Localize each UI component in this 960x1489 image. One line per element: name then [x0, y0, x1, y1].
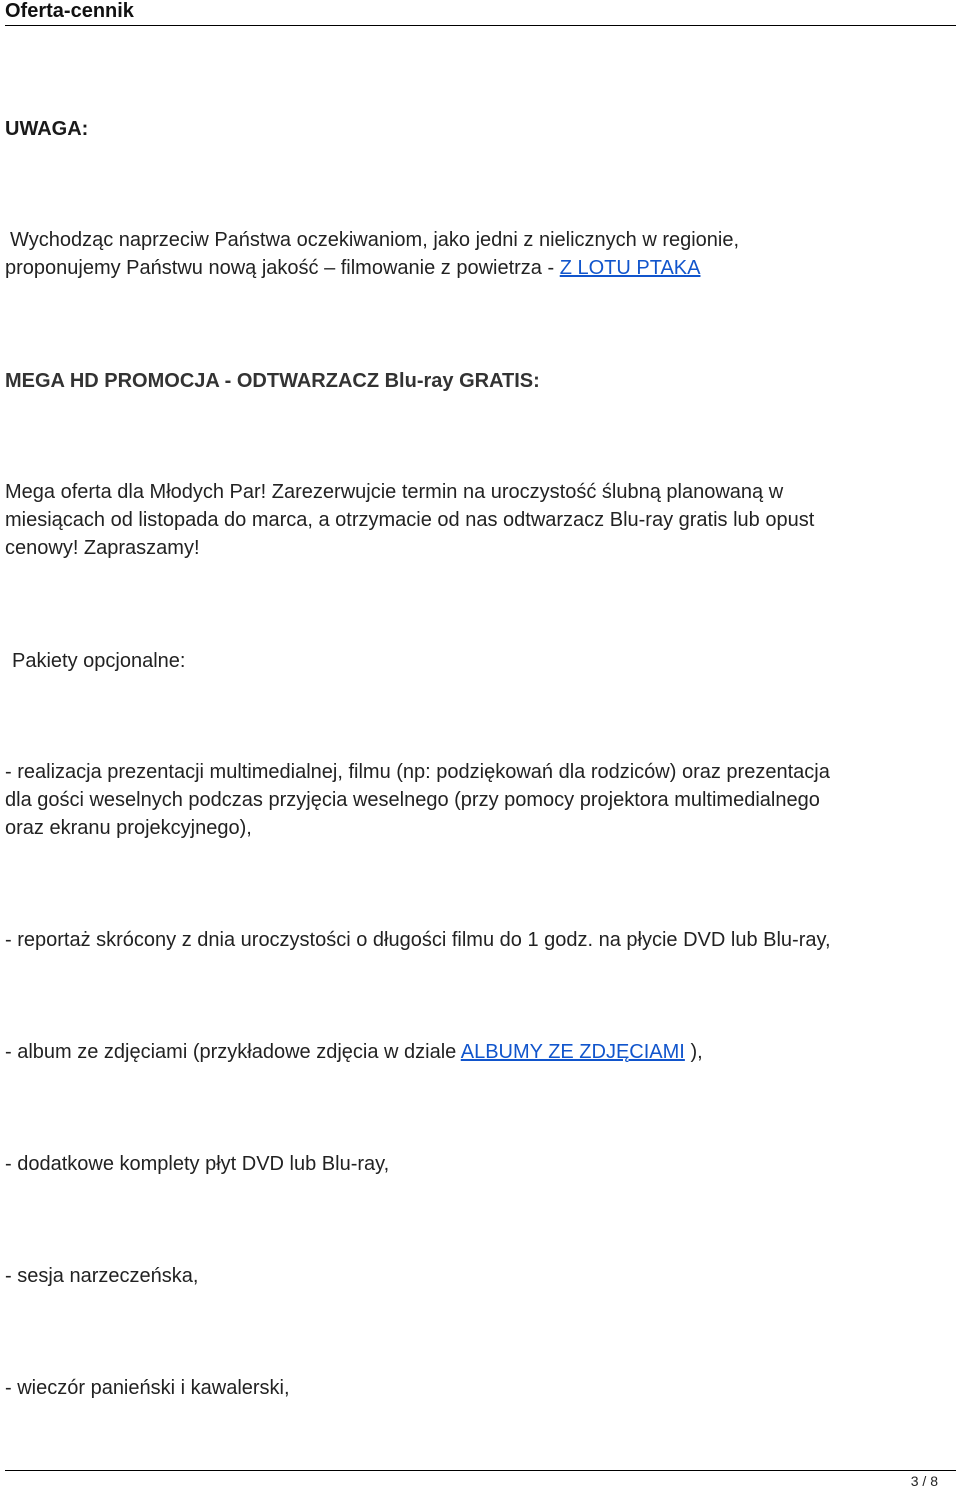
- promo-heading: MEGA HD PROMOCJA - ODTWARZACZ Blu-ray GRATIS:: [5, 370, 540, 392]
- package-item-1-line-1: - realizacja prezentacji multimedialnej, filmu (np: podziękowań dla rodziców) oraz prezentacja: [5, 761, 830, 783]
- package-item-3-text: - album ze zdjęciami (przykładowe zdjęcia w dziale: [5, 1041, 461, 1063]
- package-item-6: - wieczór panieński i kawalerski,: [5, 1377, 290, 1399]
- package-item-1-line-3: oraz ekranu projekcyjnego),: [5, 817, 252, 839]
- package-item-3-end: ),: [690, 1041, 703, 1063]
- albumy-ze-zdjeciami-link[interactable]: ALBUMY ZE ZDJĘCIAMI: [460, 1041, 685, 1063]
- intro-line-2: [5, 254, 700, 282]
- packages-heading: Pakiety opcjonalne:: [12, 650, 186, 672]
- footer-divider: [5, 1470, 956, 1471]
- promo-text-line-3: cenowy! Zapraszamy!: [5, 537, 200, 559]
- document-title: Oferta-cennik: [5, 0, 134, 22]
- package-item-3: [5, 1038, 703, 1066]
- intro-line-1: Wychodząc naprzeciw Państwa oczekiwaniom, jako jedni z nielicznych w regionie,: [10, 229, 740, 251]
- package-item-5: - sesja narzeczeńska,: [5, 1265, 199, 1287]
- package-item-2: - reportaż skrócony z dnia uroczystości o długości filmu do 1 godz. na płycie DVD lub Blu-ray,: [5, 929, 831, 951]
- intro-line-2-text: proponujemy Państwu nową jakość – filmowanie z powietrza -: [5, 257, 560, 279]
- warning-heading: UWAGA:: [5, 118, 89, 140]
- z-lotu-ptaka-link[interactable]: Z LOTU PTAKA: [559, 257, 701, 279]
- package-item-4: - dodatkowe komplety płyt DVD lub Blu-ray,: [5, 1153, 390, 1175]
- header-divider: [5, 25, 956, 26]
- promo-text-line-2: miesiącach od listopada do marca, a otrzymacie od nas odtwarzacz Blu-ray gratis lub opust: [5, 509, 815, 531]
- page-number: 3 / 8: [910, 1473, 938, 1489]
- package-item-1-line-2: dla gości weselnych podczas przyjęcia weselnego (przy pomocy projektora multimedialnego: [5, 789, 820, 811]
- promo-text-line-1: Mega oferta dla Młodych Par! Zarezerwujcie termin na uroczystość ślubną planowaną w: [5, 481, 784, 503]
